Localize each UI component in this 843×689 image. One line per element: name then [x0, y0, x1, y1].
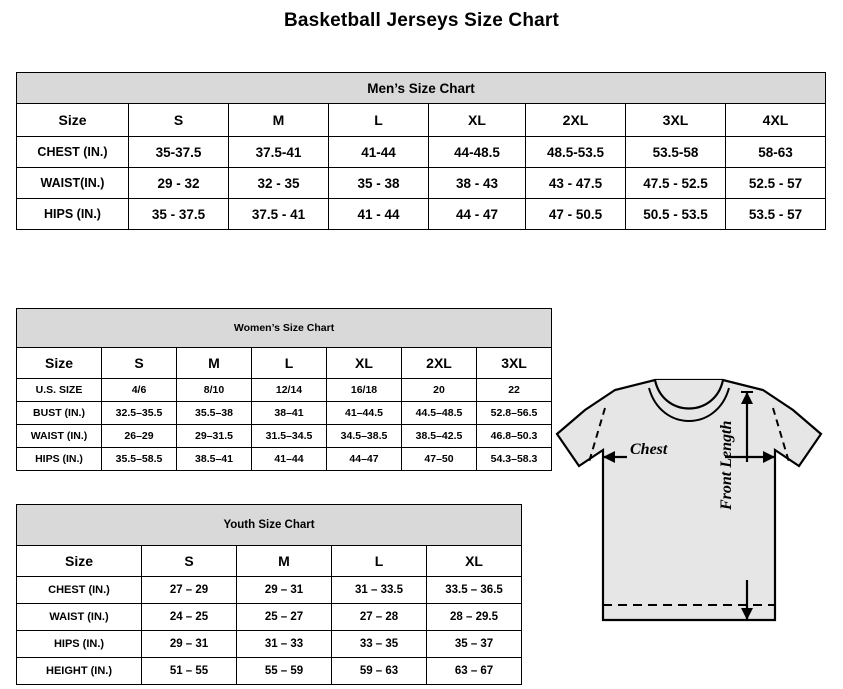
mens-col-xl: XL: [429, 104, 526, 137]
youth-col-l: L: [332, 546, 427, 577]
youth-size-chart-table: [16, 504, 522, 685]
womens-bust-s: 32.5–35.5: [102, 402, 177, 425]
mens-col-4xl: 4XL: [726, 104, 826, 137]
youth-col-xl: XL: [427, 546, 522, 577]
womens-bust-xl: 41–44.5: [327, 402, 402, 425]
womens-col-s: S: [102, 348, 177, 379]
womens-chart-caption: Women’s Size Chart: [17, 309, 552, 348]
youth-height-l: 59 – 63: [332, 658, 427, 685]
womens-waist-3xl: 46.8–50.3: [477, 425, 552, 448]
youth-height-m: 55 – 59: [237, 658, 332, 685]
mens-waist-3xl: 47.5 - 52.5: [626, 168, 726, 199]
mens-hips-2xl: 47 - 50.5: [526, 199, 626, 230]
youth-header-row: [17, 546, 522, 577]
mens-waist-2xl: 43 - 47.5: [526, 168, 626, 199]
front-length-label: Front Length: [718, 420, 735, 510]
youth-row-label-chest: CHEST (IN.): [17, 577, 142, 604]
mens-hips-l: 41 - 44: [329, 199, 429, 230]
mens-chest-2xl: 48.5-53.5: [526, 137, 626, 168]
table-row: [17, 425, 552, 448]
youth-chest-m: 29 – 31: [237, 577, 332, 604]
front-length-label-mask: [737, 462, 757, 580]
womens-waist-s: 26–29: [102, 425, 177, 448]
womens-waist-xl: 34.5–38.5: [327, 425, 402, 448]
youth-waist-l: 27 – 28: [332, 604, 427, 631]
mens-hips-xl: 44 - 47: [429, 199, 526, 230]
womens-col-m: M: [177, 348, 252, 379]
womens-row-label-hips: HIPS (IN.): [17, 448, 102, 471]
youth-col-m: M: [237, 546, 332, 577]
mens-col-3xl: 3XL: [626, 104, 726, 137]
youth-row-label-waist: WAIST (IN.): [17, 604, 142, 631]
mens-chest-m: 37.5-41: [229, 137, 329, 168]
youth-chest-l: 31 – 33.5: [332, 577, 427, 604]
womens-col-xl: XL: [327, 348, 402, 379]
mens-row-label-chest: CHEST (IN.): [17, 137, 129, 168]
womens-waist-l: 31.5–34.5: [252, 425, 327, 448]
womens-hips-3xl: 54.3–58.3: [477, 448, 552, 471]
mens-waist-l: 35 - 38: [329, 168, 429, 199]
mens-chest-3xl: 53.5-58: [626, 137, 726, 168]
womens-bust-3xl: 52.8–56.5: [477, 402, 552, 425]
womens-waist-2xl: 38.5–42.5: [402, 425, 477, 448]
page-title: Basketball Jerseys Size Chart: [283, 10, 560, 31]
mens-chest-s: 35-37.5: [129, 137, 229, 168]
youth-height-s: 51 – 55: [142, 658, 237, 685]
mens-waist-xl: 38 - 43: [429, 168, 526, 199]
jersey-body-shape: [557, 380, 821, 620]
mens-chest-xl: 44-48.5: [429, 137, 526, 168]
table-row: [17, 137, 826, 168]
youth-col-size: Size: [17, 546, 142, 577]
womens-row-label-waist: WAIST (IN.): [17, 425, 102, 448]
womens-waist-m: 29–31.5: [177, 425, 252, 448]
youth-hips-s: 29 – 31: [142, 631, 237, 658]
womens-hips-xl: 44–47: [327, 448, 402, 471]
mens-row-label-hips: HIPS (IN.): [17, 199, 129, 230]
womens-ussize-3xl: 22: [477, 379, 552, 402]
mens-chest-4xl: 58-63: [726, 137, 826, 168]
table-row: [17, 604, 522, 631]
mens-waist-m: 32 - 35: [229, 168, 329, 199]
youth-waist-s: 24 – 25: [142, 604, 237, 631]
womens-ussize-s: 4/6: [102, 379, 177, 402]
womens-col-2xl: 2XL: [402, 348, 477, 379]
youth-col-s: S: [142, 546, 237, 577]
womens-ussize-m: 8/10: [177, 379, 252, 402]
womens-hips-s: 35.5–58.5: [102, 448, 177, 471]
mens-chest-l: 41-44: [329, 137, 429, 168]
jersey-illustration-svg: [545, 362, 835, 677]
mens-row-label-waist: WAIST(IN.): [17, 168, 129, 199]
mens-chart-caption: Men’s Size Chart: [17, 73, 826, 104]
womens-col-size: Size: [17, 348, 102, 379]
womens-ussize-xl: 16/18: [327, 379, 402, 402]
table-row: [17, 402, 552, 425]
mens-hips-3xl: 50.5 - 53.5: [626, 199, 726, 230]
womens-hips-l: 41–44: [252, 448, 327, 471]
youth-height-xl: 63 – 67: [427, 658, 522, 685]
mens-col-m: M: [229, 104, 329, 137]
mens-col-size: Size: [17, 104, 129, 137]
womens-ussize-l: 12/14: [252, 379, 327, 402]
mens-chart-caption-row: [17, 73, 826, 104]
youth-waist-xl: 28 – 29.5: [427, 604, 522, 631]
womens-size-chart-table: [16, 308, 552, 471]
table-row: [17, 168, 826, 199]
womens-ussize-2xl: 20: [402, 379, 477, 402]
youth-chest-xl: 33.5 – 36.5: [427, 577, 522, 604]
mens-hips-m: 37.5 - 41: [229, 199, 329, 230]
womens-bust-l: 38–41: [252, 402, 327, 425]
mens-hips-4xl: 53.5 - 57: [726, 199, 826, 230]
womens-hips-2xl: 47–50: [402, 448, 477, 471]
jersey-measurement-diagram: [545, 362, 835, 677]
womens-col-l: L: [252, 348, 327, 379]
mens-header-row: [17, 104, 826, 137]
youth-hips-l: 33 – 35: [332, 631, 427, 658]
table-row: [17, 199, 826, 230]
mens-waist-4xl: 52.5 - 57: [726, 168, 826, 199]
mens-col-2xl: 2XL: [526, 104, 626, 137]
table-row: [17, 379, 552, 402]
table-row: [17, 448, 552, 471]
womens-header-row: [17, 348, 552, 379]
table-row: [17, 577, 522, 604]
chest-label: Chest: [630, 441, 668, 458]
mens-col-l: L: [329, 104, 429, 137]
mens-col-s: S: [129, 104, 229, 137]
youth-hips-m: 31 – 33: [237, 631, 332, 658]
womens-row-label-us-size: U.S. SIZE: [17, 379, 102, 402]
youth-row-label-height: HEIGHT (IN.): [17, 658, 142, 685]
womens-hips-m: 38.5–41: [177, 448, 252, 471]
youth-waist-m: 25 – 27: [237, 604, 332, 631]
womens-bust-2xl: 44.5–48.5: [402, 402, 477, 425]
mens-waist-s: 29 - 32: [129, 168, 229, 199]
youth-chart-caption-row: [17, 505, 522, 546]
mens-size-chart-table: [16, 72, 826, 230]
womens-row-label-bust: BUST (IN.): [17, 402, 102, 425]
womens-chart-caption-row: [17, 309, 552, 348]
youth-chart-caption: Youth Size Chart: [17, 505, 522, 546]
womens-col-3xl: 3XL: [477, 348, 552, 379]
table-row: [17, 658, 522, 685]
youth-chest-s: 27 – 29: [142, 577, 237, 604]
mens-hips-s: 35 - 37.5: [129, 199, 229, 230]
youth-hips-xl: 35 – 37: [427, 631, 522, 658]
youth-row-label-hips: HIPS (IN.): [17, 631, 142, 658]
table-row: [17, 631, 522, 658]
womens-bust-m: 35.5–38: [177, 402, 252, 425]
